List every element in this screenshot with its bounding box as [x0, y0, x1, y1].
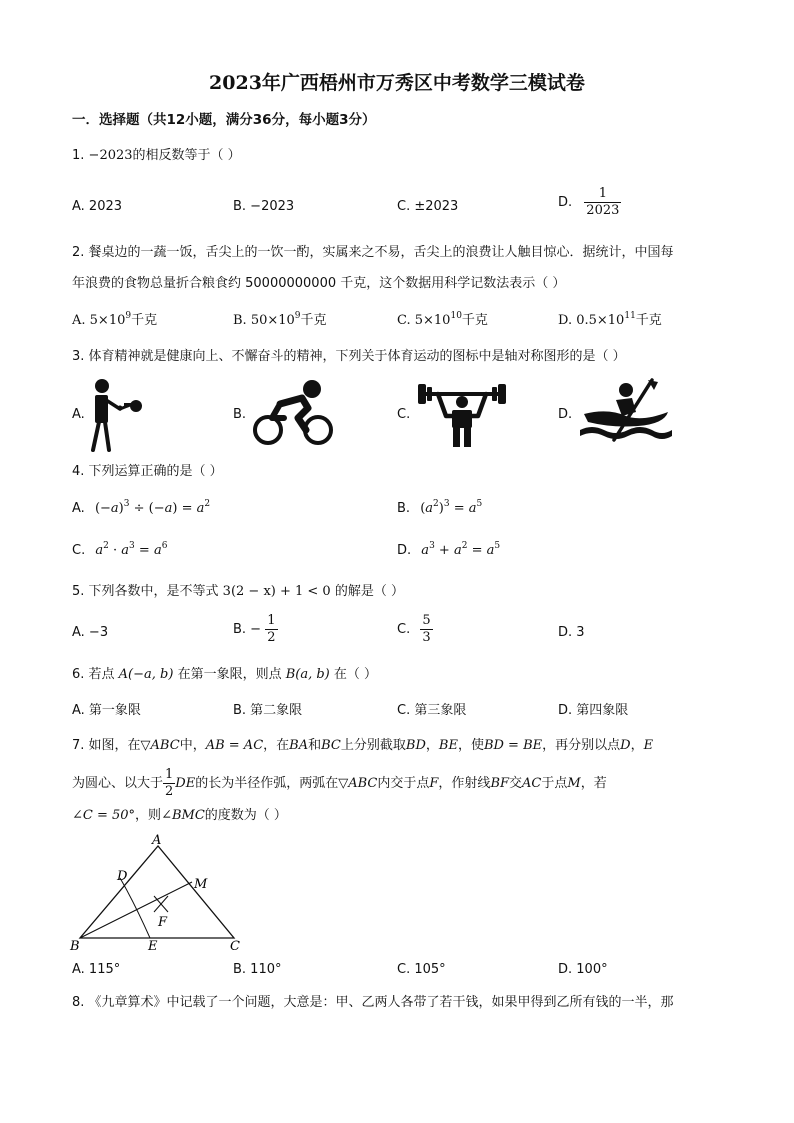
q7-option-a: A. 115°: [72, 962, 121, 977]
label-a: A: [152, 833, 162, 848]
q7-option-d: D. 100°: [558, 962, 608, 977]
ray-bf: [80, 882, 192, 938]
q1-option-c: C. ±2023: [397, 199, 459, 214]
q4-option-a: A. $(-a)^3 \div (-a) = a^2$: [72, 499, 211, 516]
q5-option-b: B. − $\frac{1}{2}$: [233, 613, 276, 645]
q7-line-1: 7. 如图，在▽ABC中，AB = AC，在BA和BC上分别截取BD，BE，使BD = BE，再分别以点D，E: [72, 738, 654, 753]
kayaking-icon: [578, 378, 674, 444]
q3-option-d: D.: [558, 407, 573, 422]
q1-option-b: B. −2023: [233, 199, 295, 214]
label-c: C: [230, 939, 240, 954]
q2-option-d: D. $0.5\times 10^{11}$千克: [558, 311, 662, 328]
q1-d-denominator: 2023: [586, 203, 620, 218]
q2-option-a: A. $5\times 10^9$千克: [72, 311, 158, 328]
question-5: 5. 下列各数中，是不等式 3(2 − x) + 1 < 0 的解是（ ）: [72, 584, 404, 599]
q6-option-b: B. 第二象限: [233, 703, 303, 718]
q1-text: 的相反数等于（ ）: [132, 148, 241, 163]
triangle-figure: [68, 832, 248, 956]
q8-text: 8. 《九章算术》中记载了一个问题，大意是：甲、乙两人各带了若干钱，如果甲得到乙所有钱的一半，那: [72, 995, 674, 1010]
cycling-icon: [250, 378, 336, 446]
label-b: B: [70, 939, 80, 954]
q1-option-d-label: D.: [558, 195, 573, 210]
q1-math: −2023: [88, 148, 133, 163]
q6-option-d: D. 第四象限: [558, 703, 629, 718]
q2-option-b: B. $50\times 10^9$千克: [233, 311, 327, 328]
q7-line-3: ∠C = 50°，则∠BMC的度数为（ ）: [72, 808, 287, 823]
q5-option-c: C. $\frac{5}{3}$: [397, 613, 431, 645]
q2-line-2: 年浪费的食物总量折合粮食约 50000000000 千克，这个数据用科学记数法表示（ ）: [72, 276, 566, 291]
q7-option-b: B. 110°: [233, 962, 282, 977]
label-f: F: [158, 915, 168, 930]
q2-option-c: C. $5\times 10^{10}$千克: [397, 311, 488, 328]
q3-option-b: B.: [233, 407, 247, 422]
weightlifting-icon: [416, 380, 508, 448]
triangle-abc: [80, 846, 234, 938]
q5-inequality: 3(2 − x) + 1 < 0: [222, 584, 331, 599]
q4-text: 4. 下列运算正确的是（ ）: [72, 464, 223, 479]
q1-option-a: A. 2023: [72, 199, 123, 214]
q1-d-numerator: 1: [584, 186, 621, 203]
q7-option-c: C. 105°: [397, 962, 446, 977]
q7-line-2: 为圆心、以大于 $\frac{1}{2}$ DE的长为半径作弧，两弧在▽ABC内交于点F，作射线BF交AC于点M，若: [72, 767, 607, 799]
q5-option-d: D. 3: [558, 625, 585, 640]
section-heading: 一．选择题（共12小题，满分36分，每小题3分）: [72, 112, 376, 128]
label-d: D: [117, 869, 128, 884]
q1-option-d: [558, 186, 621, 219]
q6-option-a: A. 第一象限: [72, 703, 141, 718]
q3-option-a: A.: [72, 407, 85, 422]
q1-number: 1.: [72, 148, 89, 163]
q3-option-c: C.: [397, 407, 411, 422]
page-title: 2023年广西梧州市万秀区中考数学三模试卷: [209, 72, 585, 94]
label-e: E: [148, 939, 158, 954]
question-6: 6. 若点 A(−a, b) 在第一象限，则点 B(a, b) 在（ ）: [72, 667, 378, 682]
table-tennis-icon: [86, 378, 156, 454]
q5-option-a: A. −3: [72, 625, 109, 640]
label-m: M: [194, 877, 208, 892]
arc-de: [120, 878, 150, 938]
q4-option-d: D. $a^3 + a^2 = a^5$: [397, 541, 501, 558]
q3-text: 3. 体育精神就是健康向上、不懈奋斗的精神，下列关于体育运动的图标中是轴对称图形的是（ ）: [72, 349, 626, 364]
question-1: [72, 146, 241, 166]
q6-option-c: C. 第三象限: [397, 703, 467, 718]
q4-option-b: B. $(a^2)^3 = a^5$: [397, 499, 483, 516]
q2-line-1: 2. 餐桌边的一蔬一饭，舌尖上的一饮一酌，实属来之不易，舌尖上的浪费让人触目惊心．据统计，中国每: [72, 245, 674, 260]
q4-option-c: C. $a^2 \cdot a^3 = a^6$: [72, 541, 168, 558]
